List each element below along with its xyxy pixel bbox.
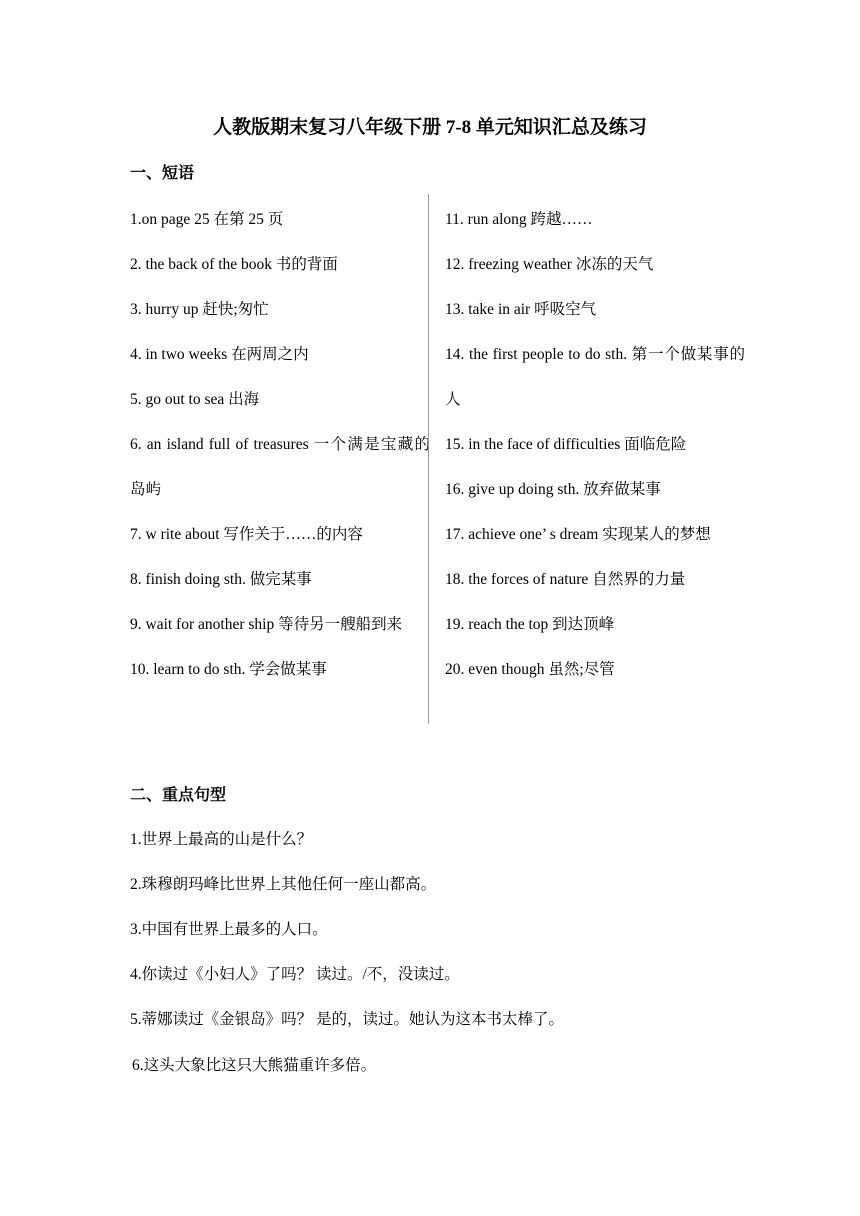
section-heading-sentences: 二、重点句型 bbox=[130, 787, 227, 804]
sentence-item: 3.中国有世界上最多的人口。 bbox=[130, 921, 328, 938]
phrase-item: 10. learn to do sth. 学会做某事 bbox=[130, 661, 327, 678]
phrase-item: 12. freezing weather 冰冻的天气 bbox=[445, 256, 654, 273]
sentence-item: 6.这头大象比这只大熊猫重许多倍。 bbox=[132, 1057, 377, 1074]
phrase-item: 2. the back of the book 书的背面 bbox=[130, 256, 338, 273]
phrase-item: 17. achieve one’ s dream 实现某人的梦想 bbox=[445, 526, 711, 543]
phrase-item: 8. finish doing sth. 做完某事 bbox=[130, 571, 312, 588]
column-divider bbox=[428, 194, 429, 724]
phrase-item: 9. wait for another ship 等待另一艘船到来 bbox=[130, 616, 403, 633]
phrase-item: 5. go out to sea 出海 bbox=[130, 391, 260, 408]
sentence-item: 5.蒂娜读过《金银岛》吗？ 是的，读过。她认为这本书太棒了。 bbox=[130, 1011, 565, 1028]
section-heading-phrases: 一、短语 bbox=[130, 165, 195, 182]
phrase-item: 14. the first people to do sth. 第一个做某事的人 bbox=[445, 346, 745, 408]
phrase-item: 13. take in air 呼吸空气 bbox=[445, 301, 597, 318]
phrase-column-left bbox=[130, 197, 430, 692]
sentence-item: 4.你读过《小妇人》了吗？ 读过。/不，没读过。 bbox=[130, 966, 460, 983]
phrase-item: 4. in two weeks 在两周之内 bbox=[130, 346, 309, 363]
phrase-item: 1.on page 25 在第 25 页 bbox=[130, 211, 284, 228]
phrase-item: 7. w rite about 写作关于……的内容 bbox=[130, 526, 363, 543]
phrase-item: 18. the forces of nature 自然界的力量 bbox=[445, 571, 686, 588]
phrase-item: 6. an island full of treasures 一个满是宝藏的岛屿 bbox=[130, 436, 430, 498]
phrase-column-right bbox=[445, 197, 745, 692]
phrase-item: 15. in the face of difficulties 面临危险 bbox=[445, 436, 687, 453]
phrase-item: 19. reach the top 到达顶峰 bbox=[445, 616, 615, 633]
phrase-item: 11. run along 跨越…… bbox=[445, 211, 593, 228]
phrase-item: 16. give up doing sth. 放弃做某事 bbox=[445, 481, 661, 498]
phrase-item: 3. hurry up 赶快;匆忙 bbox=[130, 301, 269, 318]
sentence-item: 2.珠穆朗玛峰比世界上其他任何一座山都高。 bbox=[130, 876, 437, 893]
phrase-item: 20. even though 虽然;尽管 bbox=[445, 661, 615, 678]
page-title: 人教版期末复习八年级下册 7-8 单元知识汇总及练习 bbox=[213, 117, 647, 138]
sentence-item: 1.世界上最高的山是什么？ bbox=[130, 831, 313, 848]
